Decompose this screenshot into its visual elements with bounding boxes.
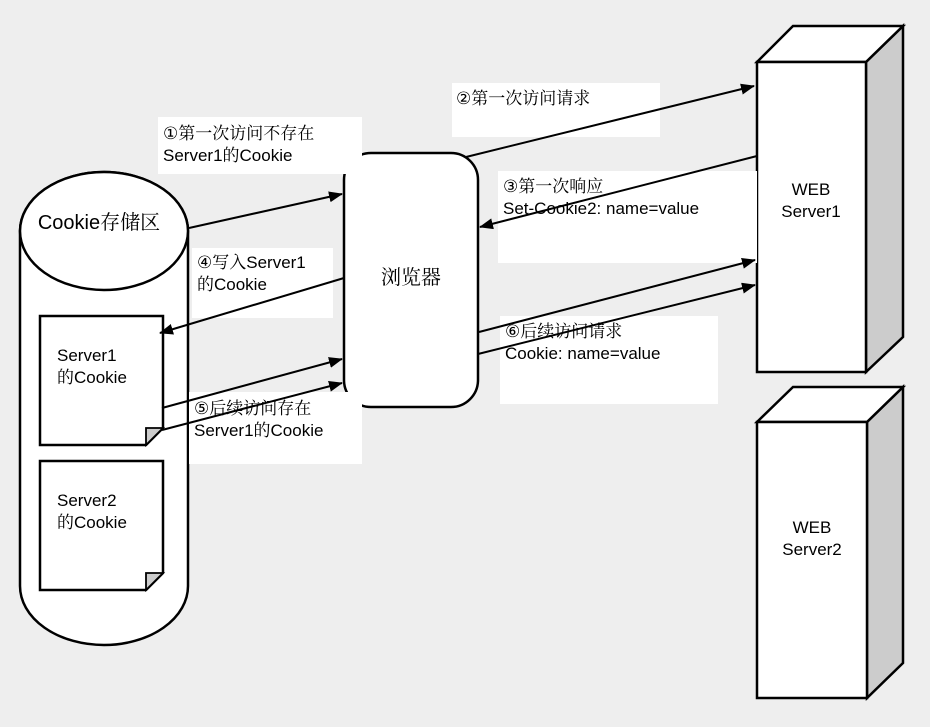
server2-cookie-doc-label-line1: Server2 (57, 491, 117, 510)
web-server1-node (757, 26, 903, 372)
server1-cookie-doc-label-line1: Server1 (57, 346, 117, 365)
step5-label-line2: Server1的Cookie (194, 421, 324, 440)
step1-label-line1: ①第一次访问不存在 (163, 124, 315, 143)
step2-label-line1: ②第一次访问请求 (456, 89, 591, 108)
browser-label: 浏览器 (381, 267, 441, 289)
server2-cookie-doc-label-line2: 的Cookie (57, 513, 127, 532)
step6-label-line2: Cookie: name=value (505, 344, 661, 363)
web-server1-label-line2: Server1 (781, 202, 841, 221)
web-server2-label-line2: Server2 (782, 540, 842, 559)
step3-label-line1: ③第一次响应 (503, 177, 604, 196)
step4-label-line1: ④写入Server1 (197, 253, 306, 272)
web-server1-label-line1: WEB (791, 180, 831, 199)
step1-label-line2: Server1的Cookie (163, 146, 293, 165)
web-server2-side-face (867, 387, 903, 698)
step3-label-line2: Set-Cookie2: name=value (503, 199, 700, 218)
step4-label-line2: 的Cookie (197, 275, 267, 294)
step6-label-line1: ⑥后续访问请求 (505, 322, 623, 341)
step5-label-line1: ⑤后续访问存在 (194, 399, 312, 418)
web-server1-side-face (866, 26, 903, 372)
web-server2-front-face (757, 422, 867, 698)
server1-cookie-doc-label-line2: 的Cookie (57, 368, 127, 387)
cookie-store-label: Cookie存储区 (37, 212, 161, 234)
web-server2-label-line1: WEB (792, 518, 832, 537)
